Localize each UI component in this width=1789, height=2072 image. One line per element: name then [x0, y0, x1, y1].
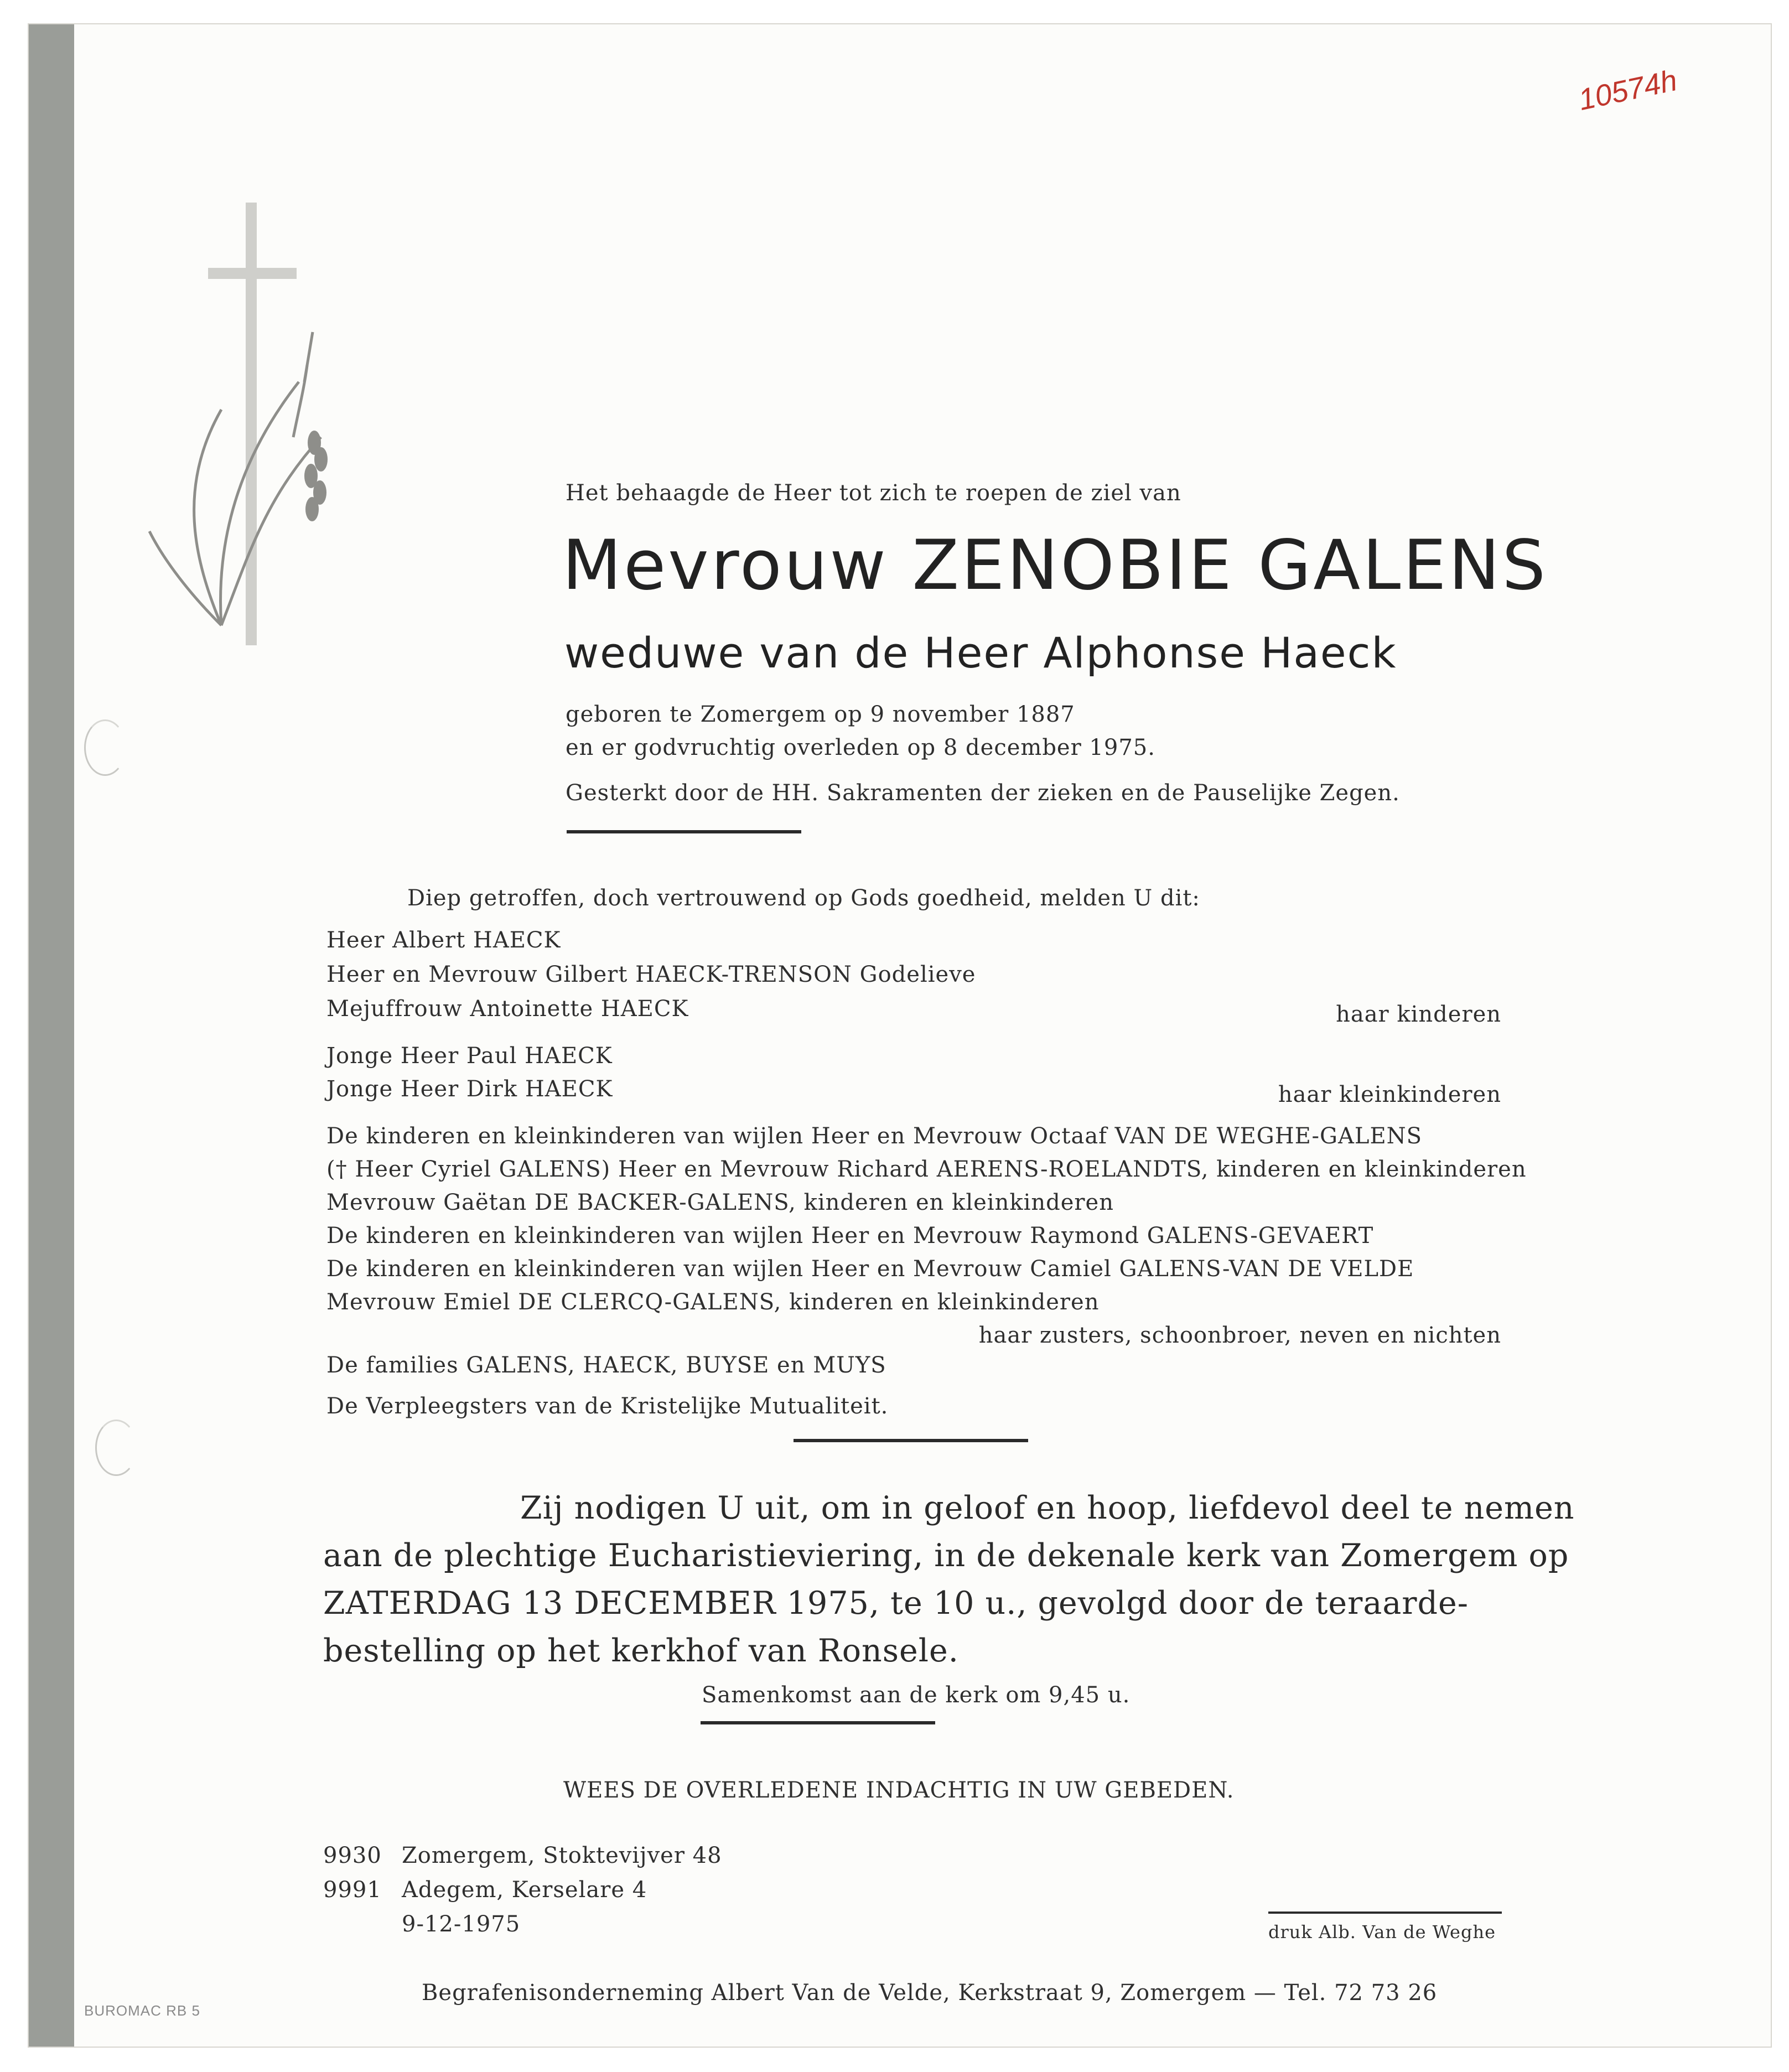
announcement-line: Diep getroffen, doch vertrouwend op Gods goedheid, melden U dit: [407, 885, 1200, 911]
prayer-line: WEES DE OVERLEDENE INDACHTIG IN UW GEBEDEN. [563, 1778, 1235, 1803]
notice-date: 9-12-1975 [402, 1912, 521, 1937]
invitation-line: ZATERDAG 13 DECEMBER 1975, te 10 u., gevolgd door de teraarde- [323, 1585, 1469, 1622]
family-group-label: haar kinderen [1336, 1002, 1501, 1027]
family-line: De kinderen en kleinkinderen van wijlen Heer en Mevrouw Octaaf VAN DE WEGHE-GALENS [326, 1123, 1423, 1149]
family-line: Mevrouw Emiel DE CLERCQ-GALENS, kinderen en kleinkinderen [326, 1289, 1100, 1315]
sacraments-line: Gesterkt door de HH. Sakramenten der zieken en de Pauselijke Zegen. [566, 780, 1400, 806]
family-line: Jonge Heer Dirk HAECK [326, 1076, 613, 1102]
family-line: Heer Albert HAECK [326, 928, 561, 953]
invitation-line: Zij nodigen U uit, om in geloof en hoop, liefdevol deel te nemen [520, 1490, 1575, 1526]
meeting-line: Samenkomst aan de kerk om 9,45 u. [702, 1682, 1131, 1708]
family-line: Mejuffrouw Antoinette HAECK [326, 996, 689, 1022]
cross-wheat-emblem [138, 199, 360, 653]
wheat-ear-icon [304, 431, 328, 521]
postal-code: 9991 [323, 1877, 382, 1903]
undertaker-line: Begrafenisonderneming Albert Van de Velde, Kerkstraat 9, Zomergem — Tel. 72 73 26 [422, 1980, 1438, 2006]
binding-strip [29, 24, 74, 2047]
widow-of-line: weduwe van de Heer Alphonse Haeck [564, 628, 1397, 677]
birth-line: geboren te Zomergem op 9 november 1887 [566, 702, 1075, 727]
family-line: De families GALENS, HAECK, BUYSE en MUYS [326, 1353, 886, 1378]
address-place: Zomergem, Stoktevijver 48 [402, 1843, 722, 1868]
wheat-icon [149, 332, 321, 625]
divider-rule [794, 1439, 1028, 1442]
handwritten-archive-number: 10574h [1575, 63, 1681, 117]
family-line: Mevrouw Gaëtan DE BACKER-GALENS, kinderen en kleinkinderen [326, 1190, 1114, 1215]
divider-rule [567, 830, 801, 833]
family-line: († Heer Cyriel GALENS) Heer en Mevrouw Richard AERENS-ROELANDTS, kinderen en kleinkinderen [326, 1157, 1527, 1182]
family-line: De kinderen en kleinkinderen van wijlen Heer en Mevrouw Camiel GALENS-VAN DE VELDE [326, 1256, 1414, 1282]
form-code: BUROMAC RB 5 [84, 2002, 200, 2019]
intro-line: Het behaagde de Heer tot zich te roepen de ziel van [566, 480, 1181, 506]
printer-credit: druk Alb. Van de Weghe [1268, 1921, 1496, 1942]
family-line: De kinderen en kleinkinderen van wijlen Heer en Mevrouw Raymond GALENS-GEVAERT [326, 1223, 1374, 1249]
printer-rule [1268, 1912, 1502, 1914]
invitation-line: aan de plechtige Eucharistieviering, in de dekenale kerk van Zomergem op [323, 1537, 1569, 1574]
address-place: Adegem, Kerselare 4 [402, 1877, 647, 1903]
family-group-label: haar kleinkinderen [1278, 1082, 1501, 1107]
family-line: De Verpleegsters van de Kristelijke Mutualiteit. [326, 1394, 889, 1419]
postal-code: 9930 [323, 1843, 382, 1868]
punch-hole-bottom [95, 1420, 137, 1476]
family-group-label: haar zusters, schoonbroer, neven en nichten [978, 1323, 1501, 1348]
divider-rule [701, 1721, 935, 1724]
deceased-name: Mevrouw ZENOBIE GALENS [562, 526, 1548, 605]
family-line: Jonge Heer Paul HAECK [326, 1043, 613, 1069]
invitation-line: bestelling op het kerkhof van Ronsele. [323, 1633, 959, 1669]
death-line: en er godvruchtig overleden op 8 december 1975. [566, 735, 1155, 760]
punch-hole-top [84, 719, 126, 776]
family-line: Heer en Mevrouw Gilbert HAECK-TRENSON Godelieve [326, 962, 976, 987]
